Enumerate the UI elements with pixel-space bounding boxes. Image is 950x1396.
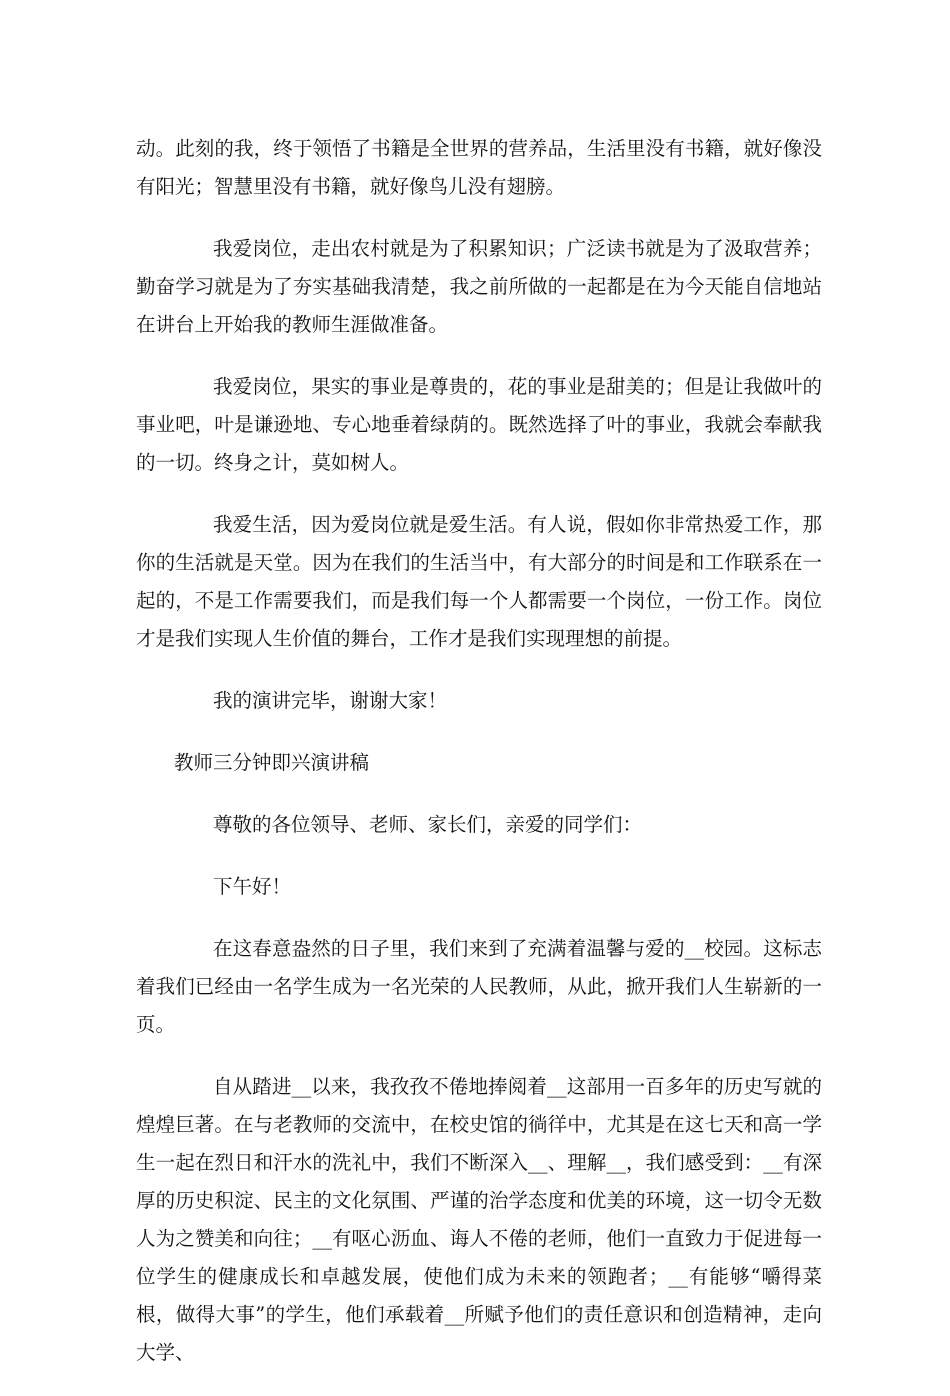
- paragraph-closing: 我的演讲完毕，谢谢大家！: [213, 689, 448, 712]
- document-page: [136, 130, 822, 1396]
- salutation: 尊敬的各位领导、老师、家长们，亲爱的同学们：: [213, 813, 643, 836]
- paragraph-spring-campus: 在这春意盎然的日子里，我们来到了充满着温馨与爱的__校园。这标志着我们已经由一名学生成为一名光荣的人民教师，从此，掀开我们人生崭新的一页。: [136, 937, 822, 1036]
- paragraph-love-post-knowledge: 我爱岗位，走出农村就是为了积累知识；广泛读书就是为了汲取营养；勤奋学习就是为了夯实基础我清楚，我之前所做的一起都是在为今天能自信地站在讲台上开始我的教师生涯做准备。: [136, 237, 822, 336]
- paragraph-love-post-leaf: 我爱岗位，果实的事业是尊贵的，花的事业是甜美的；但是让我做叶的事业吧，叶是谦逊地、专心地垂着绿荫的。既然选择了叶的事业，我就会奉献我的一切。终身之计，莫如树人。: [136, 375, 822, 474]
- paragraph-continuation: 动。此刻的我，终于领悟了书籍是全世界的营养品，生活里没有书籍，就好像没有阳光；智慧里没有书籍，就好像鸟儿没有翅膀。: [136, 137, 822, 198]
- greeting: 下午好！: [213, 875, 292, 898]
- paragraph-school-history: 自从踏进__以来，我孜孜不倦地捧阅着__这部用一百多年的历史写就的煌煌巨著。在与老教师的交流中，在校史馆的徜徉中，尤其是在这七天和高一学生一起在烈日和汗水的洗礼中，我们不断深入__、理解__，我们感受到：__有深厚的历史积淀、民主的文化氛围、严谨的治学态度和优美的环境，这一切令无数人为之赞美和向往；__有呕心沥血、诲人不倦的老师，他们一直致力于促进每一位学生的健康成长和卓越发展，使他们成为未来的领跑者；__有能够“嚼得菜根，做得大事”的学生，他们承载着__所赋予他们的责任意识和创造精神，走向大学、: [136, 1075, 822, 1364]
- speech-title: 教师三分钟即兴演讲稿: [174, 751, 370, 774]
- paragraph-love-life: 我爱生活，因为爱岗位就是爱生活。有人说，假如你非常热爱工作，那你的生活就是天堂。因为在我们的生活当中，有大部分的时间是和工作联系在一起的，不是工作需要我们，而是我们每一个人都需要一个岗位，一份工作。岗位才是我们实现人生价值的舞台，工作才是我们实现理想的前提。: [136, 513, 822, 650]
